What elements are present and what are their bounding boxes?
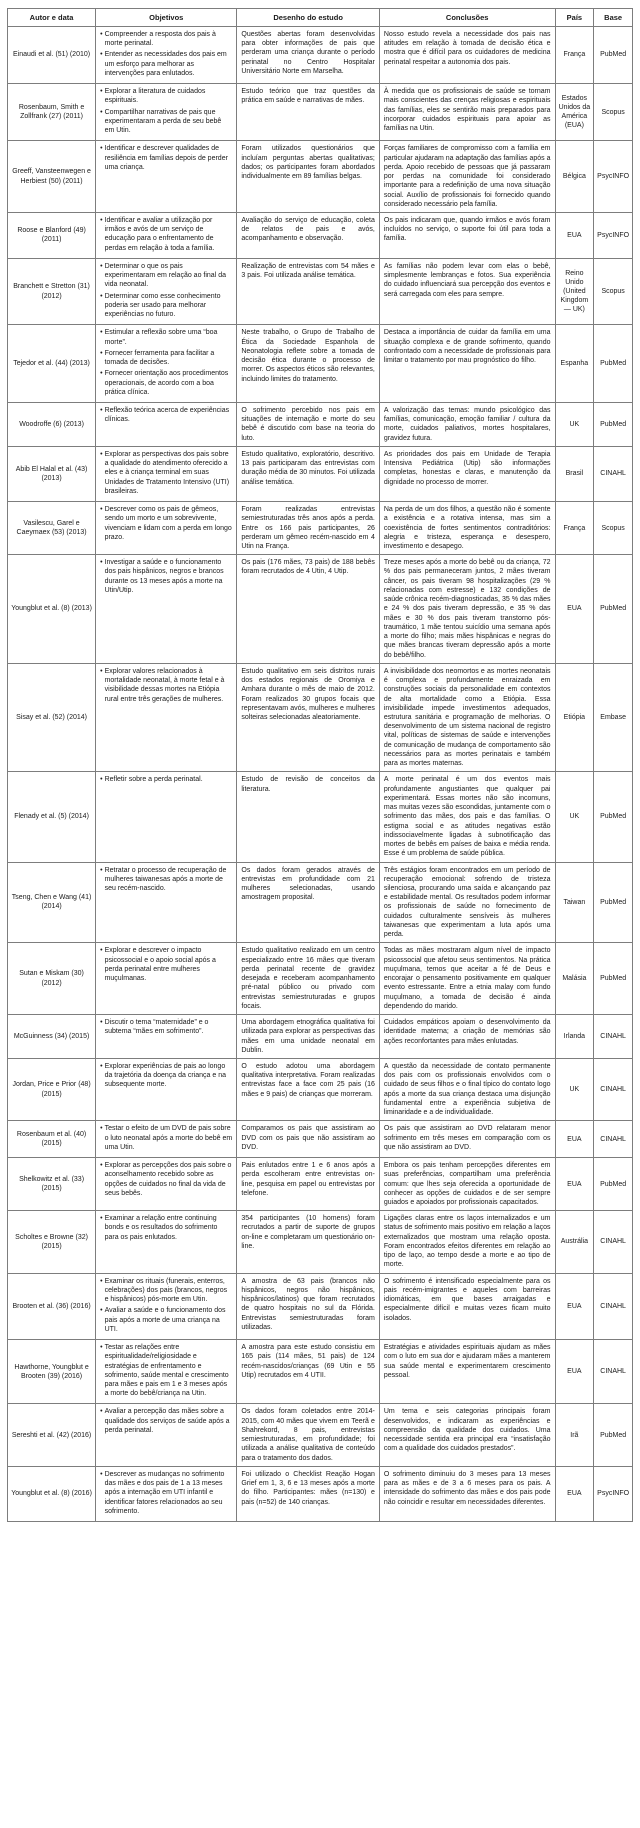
country-cell: EUA (555, 555, 594, 664)
table-row (8, 1058, 633, 1120)
country-cell: EUA (555, 1340, 594, 1404)
country-cell: Irã (555, 1404, 594, 1466)
objective-text: Investigar a saúde e o funcionamento dos pais hispânicos, negros e brancos durante os 13 meses após a morte na Utin/Utip. (104, 559, 224, 594)
design-cell: Os dados foram gerados através de entrevistas em profundidade com 21 mulheres selecionadas, usando amostragem proposital. (237, 862, 380, 943)
conclusions-cell: As famílias não podem levar com elas o bebê, simplesmente lembranças e fotos. Sua experiência do cuidado influenciará sua percepção dos eventos e será carregada com eles para sempre. (379, 258, 555, 324)
objective-text: Examinar a relação entre continuing bonds e os resultados do sofrimento para os pais enlutados. (104, 1215, 218, 1241)
design-cell: Questões abertas foram desenvolvidas para obter informações de pais que perderam uma criança durante o período perinatal no Centro Hospitalar Universitário Norte em Marselha. (237, 27, 380, 84)
column-header: Autor e data (8, 9, 96, 27)
design-cell: Foram realizadas entrevistas semiestruturadas três anos após a perda. Entre os 166 pais participantes, 26 perderam um gêmeo recém-nascido em 4 Utin na França. (237, 502, 380, 555)
objective-item (100, 1124, 232, 1152)
conclusions-cell: A invisibilidade dos neomortos e as mortes neonatais é complexa e profundamente enraizada em construções sociais da personalidade em contextos de alta mortalidade como a Etiópia. Essa invisibilidade impede investimentos adequados, estrutura sanitária e programação de melhorias. O desenvolvimento de um sistema nacional de registro vital, políticas de sistemas de saúde e intervenções de comunicação de mudança de comportamento são necessários para as mortes perinatais e também para as mortes maternas. (379, 663, 555, 772)
database-cell: Scopus (594, 258, 633, 324)
author-cell: Rosenbaum, Smith e Zollfrank (27) (2011) (8, 84, 96, 141)
objective-text: Avaliar a saúde e o funcionamento dos pais após a morte de uma criança na UTI. (104, 1307, 226, 1333)
bullet-icon: • (100, 406, 103, 414)
conclusions-cell: Ligações claras entre os laços internalizados e um status de sofrimento mais positivo em relação a laços externalizados que mostram uma relação oposta. Foram encontrados efeitos diferentes em relação ao tipo de laço, ao tempo desde a morte e ao tipo de morte. (379, 1211, 555, 1273)
objective-item (100, 866, 232, 894)
objectives-cell (96, 502, 237, 555)
country-cell: Reino Unido (United Kingdom — UK) (555, 258, 594, 324)
database-cell: CINAHL (594, 1058, 633, 1120)
objective-item (100, 667, 232, 704)
design-cell: Foram utilizados questionários que incluíam perguntas abertas qualitativas; dados; os participantes foram abordados individualmente em 89 famílias belgas. (237, 141, 380, 213)
objective-item (100, 450, 232, 496)
database-cell: Scopus (594, 502, 633, 555)
bullet-icon: • (100, 31, 103, 38)
objective-text: Fornecer orientação aos procedimentos operacionais, de acordo com a boa prática clínica. (104, 370, 229, 396)
country-cell: Etiópia (555, 663, 594, 772)
author-cell: Rosenbaum et al. (40) (2015) (8, 1121, 96, 1158)
objectives-cell (96, 1158, 237, 1211)
bullet-icon: • (100, 1344, 103, 1352)
conclusions-cell: Nosso estudo revela a necessidade dos pais nas atitudes em relação à tomada de decisão ética e mostra que é difícil para os cuidadores de medicina perinatal respeitar a autonomia dos pais. (379, 27, 555, 84)
table-body (8, 27, 633, 1522)
country-cell: EUA (555, 1121, 594, 1158)
table-row (8, 1015, 633, 1059)
objectives-cell (96, 555, 237, 664)
objective-text: Reflexão teórica acerca de experiências clínicas. (104, 406, 230, 424)
objective-item (100, 369, 232, 397)
objectives-cell (96, 84, 237, 141)
database-cell: CINAHL (594, 1121, 633, 1158)
design-cell: Realização de entrevistas com 54 mães e 3 pais. Foi utilizada análise temática. (237, 258, 380, 324)
bullet-icon: • (100, 559, 103, 567)
objective-text: Retratar o processo de recuperação de mulheres taiwanesas após a morte de seu recém-nascido. (104, 866, 227, 892)
objective-item (100, 292, 232, 320)
table-row (8, 1466, 633, 1521)
column-header: Conclusões (379, 9, 555, 27)
objective-text: Explorar as perspectivas dos pais sobre a qualidade do atendimento oferecido a eles e à criança terminal em suas Unidades de Tratamento Intensivo (UTI) brasileiras. (104, 450, 230, 495)
database-cell: PubMed (594, 402, 633, 446)
author-cell: Tejedor et al. (44) (2013) (8, 325, 96, 403)
objective-text: Fornecer ferramenta para facilitar a tomada de decisões. (104, 349, 215, 367)
objective-item (100, 1277, 232, 1305)
bullet-icon: • (100, 776, 103, 784)
conclusions-cell: Os pais indicaram que, quando irmãos e avós foram incluídos no serviço, o suporte foi útil para toda a família. (379, 212, 555, 258)
design-cell: A amostra de 63 pais (brancos não hispânicos, negros não hispânicos, hispânicos/latinos) que foram recrutados de quatro hospitais no sul da Flórida. Entrevistas semiestruturadas foram utilizadas. (237, 1273, 380, 1339)
table-row (8, 258, 633, 324)
database-cell: PubMed (594, 772, 633, 862)
database-cell: CINAHL (594, 1340, 633, 1404)
bullet-icon: • (100, 108, 103, 116)
design-cell: Estudo qualitativo em seis distritos rurais dos estados regionais de Oromiya e Amhara durante o mês de maio de 2012. Foram realizados 30 grupos focais que representavam avós, mulheres e mulheres solteiras selecionadas aleatoriamente. (237, 663, 380, 772)
bullet-icon: • (100, 1215, 103, 1223)
header-row (8, 9, 633, 27)
objective-text: Determinar como esse conhecimento poderia ser usado para melhorar experiências no futuro. (104, 292, 221, 319)
bullet-icon: • (100, 866, 103, 874)
bullet-icon: • (100, 216, 103, 224)
country-cell: Malásia (555, 943, 594, 1015)
country-cell: Brasil (555, 446, 594, 501)
design-cell: Estudo de revisão de conceitos da literatura. (237, 772, 380, 862)
objective-text: Explorar a literatura de cuidados espirituais. (104, 88, 206, 105)
database-cell: PubMed (594, 862, 633, 943)
author-cell: Sereshti et al. (42) (2016) (8, 1404, 96, 1466)
objective-text: Explorar valores relacionados à mortalidade neonatal, à morte fetal e à visibilidade dessas mortes na Etiópia rural entre três gerações de mulheres. (104, 667, 225, 703)
design-cell: O sofrimento percebido nos pais em situações de internação e morte do seu bebê é discutido com base na teoria do luto. (237, 402, 380, 446)
author-cell: Brooten et al. (36) (2016) (8, 1273, 96, 1339)
objective-text: Descrever as mudanças no sofrimento das mães e dos pais de 1 a 13 meses após a internação em UTI infantil e identificar fatores relacionados ao seu sofrimento. (104, 1470, 225, 1515)
design-cell: 354 participantes (10 homens) foram recrutados a partir de suporte de grupos on-line e completaram um questionário on-line. (237, 1211, 380, 1273)
table-row (8, 141, 633, 213)
conclusions-cell: Estratégias e atividades espirituais ajudam as mães com o luto em sua dor e ajudaram mães a manterem sua saúde mental e experimentarem crescimento pessoal. (379, 1340, 555, 1404)
country-cell: Irlanda (555, 1015, 594, 1059)
country-cell: UK (555, 402, 594, 446)
objectives-cell (96, 1015, 237, 1059)
country-cell: França (555, 27, 594, 84)
bullet-icon: • (100, 1019, 103, 1027)
bullet-icon: • (100, 1307, 103, 1315)
bullet-icon: • (100, 145, 103, 153)
column-header: País (555, 9, 594, 27)
bullet-icon: • (100, 262, 103, 270)
objective-text: Explorar as percepções dos pais sobre o aconselhamento recebido sobre as opções de cuidados no final da vida de seus bebês. (104, 1162, 232, 1197)
database-cell: PsycINFO (594, 141, 633, 213)
objectives-cell (96, 1340, 237, 1404)
author-cell: Scholtes e Browne (32) (2015) (8, 1211, 96, 1273)
design-cell: Neste trabalho, o Grupo de Trabalho de Ética da Sociedade Espanhola de Neonatologia reflete sobre a tomada de decisão ética durante o processo de morrer. Os aspectos éticos são relevantes, incluindo limites do tratamento. (237, 325, 380, 403)
design-cell: Os dados foram coletados entre 2014-2015, com 40 mães que vivem em Teerã e Shahrekord, 8 pais, entrevistas semiestruturadas, em profundidade; foi utilizada a análise qualitativa de conteúdo para o tratamento dos dados. (237, 1404, 380, 1466)
country-cell: Taiwan (555, 862, 594, 943)
bullet-icon: • (100, 506, 103, 514)
table-row (8, 555, 633, 664)
author-cell: Youngblut et al. (8) (2013) (8, 555, 96, 664)
design-cell: Pais enlutados entre 1 e 6 anos após a perda escolheram entre entrevistas on-line, pesquisa em papel ou entrevistas por telefone. (237, 1158, 380, 1211)
objectives-cell (96, 446, 237, 501)
objectives-cell (96, 1211, 237, 1273)
design-cell: A amostra para este estudo consistiu em 165 pais (114 mães, 51 pais) de 124 recém-nascidos/crianças (69 Utin e 55 Utip) recrutados em 4 UTII. (237, 1340, 380, 1404)
objective-item (100, 108, 232, 136)
author-cell: Shelkowitz et al. (33) (2015) (8, 1158, 96, 1211)
author-cell: Abib El Halal et al. (43) (2013) (8, 446, 96, 501)
bullet-icon: • (100, 349, 103, 357)
design-cell: Avaliação do serviço de educação, coleta de relatos de pais e avós, acompanhamento e observação. (237, 212, 380, 258)
objective-text: Testar o efeito de um DVD de pais sobre o luto neonatal após a morte do bebê em uma Utin. (104, 1125, 233, 1151)
country-cell: Austrália (555, 1211, 594, 1273)
database-cell: CINAHL (594, 446, 633, 501)
table-row (8, 325, 633, 403)
design-cell: Estudo teórico que traz questões da prática em saúde e narrativas de mães. (237, 84, 380, 141)
author-cell: Youngblut et al. (8) (2016) (8, 1466, 96, 1521)
table-row (8, 1273, 633, 1339)
review-table (7, 8, 633, 1522)
objectives-cell (96, 212, 237, 258)
database-cell: PubMed (594, 555, 633, 664)
author-cell: McGuinness (34) (2015) (8, 1015, 96, 1059)
conclusions-cell: Os pais que assistiram ao DVD relataram menor sofrimento em três meses em comparação com os que não assistiram ao DVD. (379, 1121, 555, 1158)
database-cell: CINAHL (594, 1211, 633, 1273)
objective-text: Discutir o tema “maternidade” e o subtema “mães em sofrimento”. (104, 1019, 209, 1036)
bullet-icon: • (100, 370, 103, 378)
objectives-cell (96, 1404, 237, 1466)
objective-text: Entender as necessidades dos pais em um esforço para melhorar as intervenções para enlutados. (104, 51, 227, 77)
objective-item (100, 144, 232, 172)
objective-item (100, 87, 232, 105)
objectives-cell (96, 27, 237, 84)
database-cell: PsycINFO (594, 212, 633, 258)
database-cell: PubMed (594, 1158, 633, 1211)
objectives-cell (96, 402, 237, 446)
objectives-cell (96, 1466, 237, 1521)
database-cell: PubMed (594, 325, 633, 403)
column-header: Desenho do estudo (237, 9, 380, 27)
design-cell: Estudo qualitativo realizado em um centro especializado entre 16 mães que tiveram perda perinatal recente de gravidez desejada e receberam acompanhamento pré-natal público ou privado com entrevistas semiestruturadas e grupos focais. (237, 943, 380, 1015)
conclusions-cell: À medida que os profissionais de saúde se tornam mais conscientes das crenças religiosas e espirituais das famílias, eles se sentirão mais preparados para incorporar cuidados espirituais para apoiar as famílias na Utin. (379, 84, 555, 141)
conclusions-cell: Embora os pais tenham percepções diferentes em suas preferências, compartilham uma preferência comum: que lhes seja oferecida a oportunidade de conhecer as opções de cuidados e de ser sempre guiados e apoiados por profissionais capacitados. (379, 1158, 555, 1211)
objective-item (100, 1161, 232, 1198)
table-row (8, 446, 633, 501)
country-cell: França (555, 502, 594, 555)
table-row (8, 943, 633, 1015)
objective-item (100, 946, 232, 983)
objectives-cell (96, 943, 237, 1015)
objective-item (100, 1306, 232, 1334)
country-cell: Estados Unidos da América (EUA) (555, 84, 594, 141)
table-row (8, 1404, 633, 1466)
table-row (8, 862, 633, 943)
objective-item (100, 558, 232, 595)
objective-text: Identificar e descrever qualidades de resiliência em famílias depois de perder uma criança. (104, 145, 228, 171)
objective-item (100, 1062, 232, 1090)
table-row (8, 663, 633, 772)
country-cell: Espanha (555, 325, 594, 403)
design-cell: Comparamos os pais que assistiram ao DVD com os pais que não assistiram ao DVD. (237, 1121, 380, 1158)
objective-item (100, 216, 232, 253)
country-cell: EUA (555, 1466, 594, 1521)
database-cell: Scopus (594, 84, 633, 141)
objective-item (100, 775, 232, 784)
bullet-icon: • (100, 667, 103, 675)
database-cell: PubMed (594, 1404, 633, 1466)
bullet-icon: • (100, 292, 103, 300)
design-cell: Uma abordagem etnográfica qualitativa foi utilizada para explorar as perspectivas das mães em uma unidade neonatal em Dublin. (237, 1015, 380, 1059)
conclusions-cell: O sofrimento diminuiu do 3 meses para 13 meses para as mães e de 3 a 6 meses para os pais. A intensidade do sofrimento das mães e dos pais pode não coincidir e resultar em necessidades diferentes. (379, 1466, 555, 1521)
database-cell: Embase (594, 663, 633, 772)
bullet-icon: • (100, 51, 103, 59)
author-cell: Vasilescu, Garel e Caeymaex (53) (2013) (8, 502, 96, 555)
objective-item (100, 1343, 232, 1398)
table-row (8, 212, 633, 258)
bullet-icon: • (100, 947, 103, 955)
objective-text: Identificar e avaliar a utilização por irmãos e avós de um serviço de educação para o enfrentamento de perdas em relação à toda a família. (104, 216, 215, 252)
table-row (8, 502, 633, 555)
objective-text: Refletir sobre a perda perinatal. (104, 776, 203, 784)
objective-text: Compartilhar narrativas de pais que experimentaram a perda de seu bebê em Utin. (104, 108, 222, 135)
objective-item (100, 1018, 232, 1036)
conclusions-cell: A questão da necessidade de contato permanente dos pais com os profissionais envolvidos com o cuidado de seus filhos e o final típico do contato logo após a morte da sua criança destaca uma disjunção fundamental entre a experiência subjetiva de liminaridade e a de individualidade. (379, 1058, 555, 1120)
country-cell: EUA (555, 212, 594, 258)
design-cell: Estudo qualitativo, exploratório, descritivo. 13 pais participaram das entrevistas com duração média de 30 minutos. Foi utilizada análise temática. (237, 446, 380, 501)
column-header: Objetivos (96, 9, 237, 27)
conclusions-cell: Todas as mães mostraram algum nível de impacto psicossocial que afetou seus sentimentos. Na prática muçulmana, temos que aceitar a fé de Deus e encorajar o pensamento positivamente em qualquer evento estressante. Entre a etnia malay com fundo muçulmano, a tomada de decisão é ainda dependendo do marido. (379, 943, 555, 1015)
objective-text: Testar as relações entre espiritualidade/religiosidade e estratégias de enfrentamento e sofrimento, saúde mental e crescimento para mães e pais em 1 e 3 meses após a morte do bebê/criança na Utin. (104, 1344, 229, 1398)
objective-text: Descrever como os pais de gêmeos, sendo um morto e um sobrevivente, vivenciam e lidam com a perda em longo prazo. (104, 506, 232, 541)
author-cell: Tseng, Chen e Wang (41) (2014) (8, 862, 96, 943)
country-cell: EUA (555, 1158, 594, 1211)
objective-item (100, 1407, 232, 1435)
objectives-cell (96, 141, 237, 213)
author-cell: Flenady et al. (5) (2014) (8, 772, 96, 862)
conclusions-cell: Três estágios foram encontrados em um período de recuperação emocional: sofrendo de tristeza silenciosa, procurando uma saída e alcançando paz e estabilidade mental. Os resultados podem informar os profissionais de saúde no fornecimento de cuidados culturalmente sensíveis às mulheres taiwanesas que experimentam a luta após uma perda. (379, 862, 555, 943)
table-row (8, 772, 633, 862)
objective-item (100, 349, 232, 367)
objective-text: Explorar experiências de pais ao longo da trajetória da doença da criança e na subsequente morte. (104, 1062, 226, 1089)
objective-text: Determinar o que os pais experimentaram em relação ao final da vida neonatal. (104, 262, 226, 289)
bullet-icon: • (100, 450, 103, 458)
objective-item (100, 1214, 232, 1242)
author-cell: Jordan, Price e Prior (48) (2015) (8, 1058, 96, 1120)
database-cell: PubMed (594, 27, 633, 84)
bullet-icon: • (100, 88, 103, 96)
objectives-cell (96, 1058, 237, 1120)
objectives-cell (96, 1121, 237, 1158)
objectives-cell (96, 325, 237, 403)
table-row (8, 84, 633, 141)
objectives-cell (96, 258, 237, 324)
conclusions-cell: O sofrimento é intensificado especialmente para os pais recém-imigrantes e aqueles com barreiras idiomáticas, em que bases arraigadas e especialmente difícil e muitas vezes ficam muito isolados. (379, 1273, 555, 1339)
conclusions-cell: Cuidados empáticos apoiam o desenvolvimento da identidade materna; a criação de memórias são ações reconfortantes para mães enlutadas. (379, 1015, 555, 1059)
conclusions-cell: As prioridades dos pais em Unidade de Terapia Intensiva Pediátrica (Utip) são informações completas, honestas e claras, e manutenção da dignidade no processo de morrer. (379, 446, 555, 501)
objective-item (100, 328, 232, 346)
bullet-icon: • (100, 1470, 103, 1478)
table-row (8, 1121, 633, 1158)
conclusions-cell: A morte perinatal é um dos eventos mais profundamente angustiantes que qualquer pai experimentará. Essas mortes não são incomuns, mas muitas vezes são escondidas, juntamente com o sofrimento das mães, dos pais e das famílias. O estigma social e as atitudes negativas estão indissociavelmente ligadas à subnotificação das mortes de bebês em países de baixa e média renda. Esse é um problema de saúde pública. (379, 772, 555, 862)
database-cell: CINAHL (594, 1273, 633, 1339)
conclusions-cell: Treze meses após a morte do bebê ou da criança, 72 % dos pais permaneceram juntos, 2 mães tiveram câncer, os pais tiveram 98 hospitalizações (29 % relacionadas com estresse) e 132 condições de saúde crônica recém-diagnosticadas, 35 % das mães e 24 % dos pais tiveram depressão, e 35 % das mães e 30 % dos pais tiveram transtorno pós-traumático, 1 mãe tentou suicídio uma semana após a morte do filho; mais mães hispânicas e negras do que mães brancas tiveram depressão após a morte do bebê/filho. (379, 555, 555, 664)
bullet-icon: • (100, 329, 103, 337)
country-cell: EUA (555, 1273, 594, 1339)
author-cell: Branchett e Stretton (31) (2012) (8, 258, 96, 324)
database-cell: PsycINFO (594, 1466, 633, 1521)
objectives-cell (96, 862, 237, 943)
table-row (8, 402, 633, 446)
objective-text: Explorar e descrever o impacto psicossocial e o apoio social após a perda perinatal entre mulheres muçulmanas. (104, 947, 216, 983)
objective-item (100, 30, 232, 48)
country-cell: UK (555, 1058, 594, 1120)
document-page (7, 8, 633, 1522)
author-cell: Greeff, Vansteenwegen e Herbiest (50) (2011) (8, 141, 96, 213)
author-cell: Roose e Blanford (49) (2011) (8, 212, 96, 258)
objectives-cell (96, 772, 237, 862)
objective-item (100, 262, 232, 290)
design-cell: O estudo adotou uma abordagem qualitativa interpretativa. Foram realizadas entrevistas face a face com 25 pais (16 mães e 9 pais) de crianças que morreram. (237, 1058, 380, 1120)
objectives-cell (96, 1273, 237, 1339)
objective-text: Compreender a resposta dos pais à morte perinatal. (104, 31, 216, 48)
conclusions-cell: Na perda de um dos filhos, a questão não é somente a existência e a rotativa intensa, mas sim a coexistência de fortes sentimentos contraditórios: alegria e tristeza, esperança e desespero, investimento e desapego. (379, 502, 555, 555)
objective-item (100, 50, 232, 78)
country-cell: Bélgica (555, 141, 594, 213)
objective-text: Estimular a reflexão sobre uma “boa morte”. (104, 329, 218, 346)
author-cell: Einaudi et al. (51) (2010) (8, 27, 96, 84)
objective-text: Avaliar a percepção das mães sobre a qualidade dos serviços de saúde após a perda perinatal. (104, 1408, 230, 1434)
conclusions-cell: Um tema e seis categorias principais foram desenvolvidos, e indicaram as experiências e compreensão da qualidade dos cuidados. Uma necessidade sentida era principal era “insatisfação com a qualidade dos cuidados prestados”. (379, 1404, 555, 1466)
database-cell: PubMed (594, 943, 633, 1015)
bullet-icon: • (100, 1162, 103, 1170)
conclusions-cell: Forças familiares de compromisso com a família em particular ajudaram na adaptação das famílias após a perda. Apoio recebido de pessoas que já passaram por perdas na comunidade foi considerado importante para a redefinição de uma nova situação social. Auxílio de profissionais foi fornecido quando considerado necessário pela família. (379, 141, 555, 213)
design-cell: Foi utilizado o Checklist Reação Hogan Grief em 1, 3, 6 e 13 meses após a morte do filho. Participantes: mães (n=130) e pais (n=52) de 140 crianças. (237, 1466, 380, 1521)
table-row (8, 1340, 633, 1404)
objective-item (100, 1470, 232, 1516)
author-cell: Sisay et al. (52) (2014) (8, 663, 96, 772)
author-cell: Woodroffe (6) (2013) (8, 402, 96, 446)
table-row (8, 1158, 633, 1211)
bullet-icon: • (100, 1062, 103, 1070)
column-header: Base (594, 9, 633, 27)
conclusions-cell: Destaca a importância de cuidar da família em uma situação complexa e de grande sofrimento, quando confrontado com a necessidade de profissionais para limitar o tratamento por mau prognóstico do filho. (379, 325, 555, 403)
database-cell: CINAHL (594, 1015, 633, 1059)
bullet-icon: • (100, 1408, 103, 1416)
bullet-icon: • (100, 1125, 103, 1133)
table-row (8, 1211, 633, 1273)
objective-text: Examinar os rituais (funerais, enterros, celebrações) dos pais (brancos, negros e hispânicos) pós-morte em Utin. (104, 1277, 228, 1304)
country-cell: UK (555, 772, 594, 862)
objective-item (100, 505, 232, 542)
objective-item (100, 406, 232, 424)
conclusions-cell: A valorização das temas: mundo psicológico das famílias, comunicação, emoção familiar / cultura da morte, cuidados paliativos, mortes hospitalares, gravidez futura. (379, 402, 555, 446)
bullet-icon: • (100, 1277, 103, 1285)
author-cell: Hawthorne, Youngblut e Brooten (39) (2016) (8, 1340, 96, 1404)
table-row (8, 27, 633, 84)
objectives-cell (96, 663, 237, 772)
author-cell: Sutan e Miskam (30) (2012) (8, 943, 96, 1015)
design-cell: Os pais (176 mães, 73 pais) de 188 bebês foram recrutados de 4 Utin, 4 Utip. (237, 555, 380, 664)
